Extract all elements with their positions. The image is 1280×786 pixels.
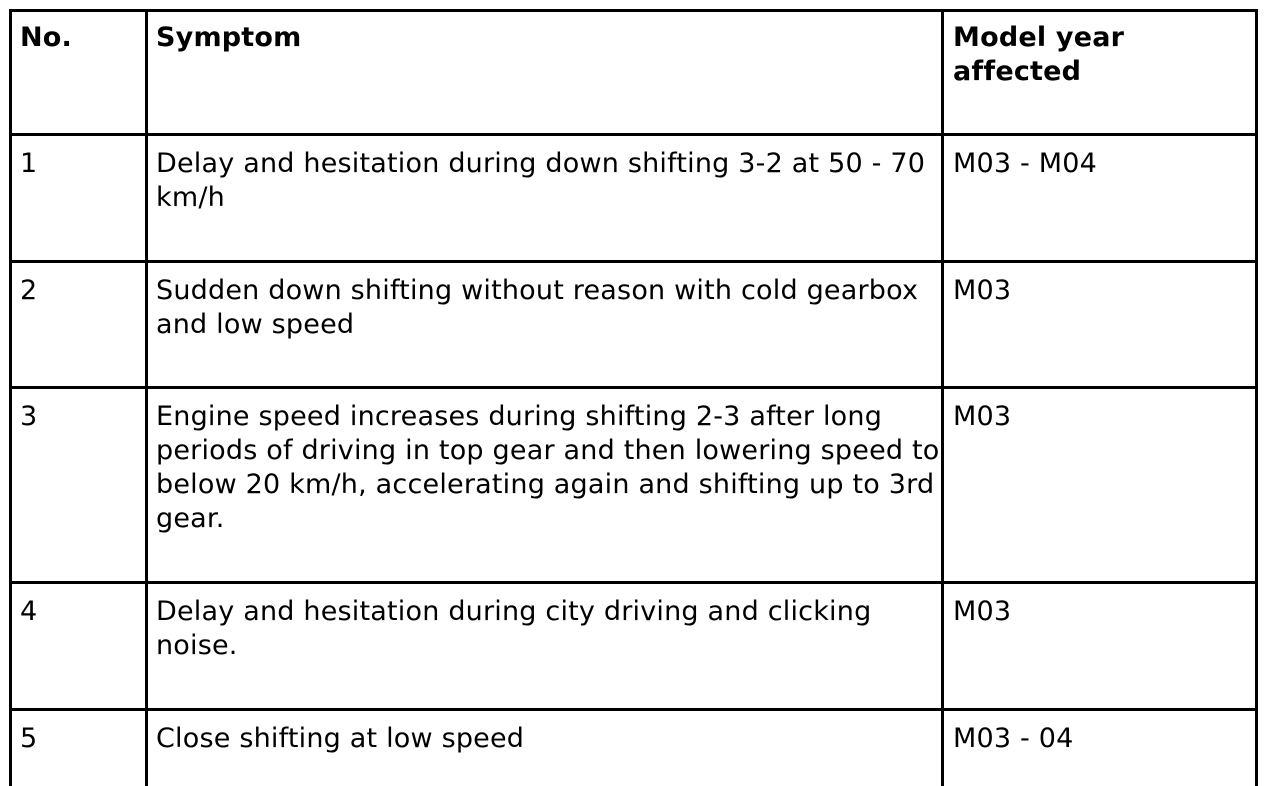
- row-5-model-year: M03 - 04: [953, 723, 1074, 754]
- row-3-no: 3: [20, 401, 38, 432]
- table-border-top: [9, 9, 1258, 12]
- row-4-no: 4: [20, 596, 38, 627]
- row-5-no: 5: [20, 723, 38, 754]
- row-1-no: 1: [20, 148, 38, 179]
- row-4-model-year: M03: [953, 596, 1012, 627]
- row-divider-2: [9, 386, 1258, 389]
- header-model-year: Model year affected: [953, 22, 1125, 87]
- header-symptom: Symptom: [156, 22, 302, 53]
- row-2-symptom: Sudden down shifting without reason with cold gearbox and low speed: [156, 275, 919, 340]
- row-divider-3: [9, 581, 1258, 584]
- row-2-no: 2: [20, 275, 38, 306]
- column-divider-2: [941, 9, 944, 786]
- row-divider-1: [9, 260, 1258, 263]
- row-5-symptom: Close shifting at low speed: [156, 723, 525, 754]
- row-1-symptom: Delay and hesitation during down shifting 3-2 at 50 - 70 km/h: [156, 148, 926, 213]
- table-border-left: [9, 9, 12, 786]
- row-2-model-year: M03: [953, 275, 1012, 306]
- row-1-model-year: M03 - M04: [953, 148, 1098, 179]
- row-3-symptom: Engine speed increases during shifting 2-3 after long periods of driving in top gear and then lowering speed to below 20 km/h, accelerating again and shifting up to 3rd gear.: [156, 401, 940, 534]
- row-divider-4: [9, 708, 1258, 711]
- table-border-right: [1255, 9, 1258, 786]
- header-no: No.: [20, 22, 73, 53]
- symptom-table: [9, 9, 1258, 786]
- row-3-model-year: M03: [953, 401, 1012, 432]
- column-divider-1: [145, 9, 148, 786]
- row-divider-header: [9, 133, 1258, 136]
- row-4-symptom: Delay and hesitation during city driving and clicking noise.: [156, 596, 872, 661]
